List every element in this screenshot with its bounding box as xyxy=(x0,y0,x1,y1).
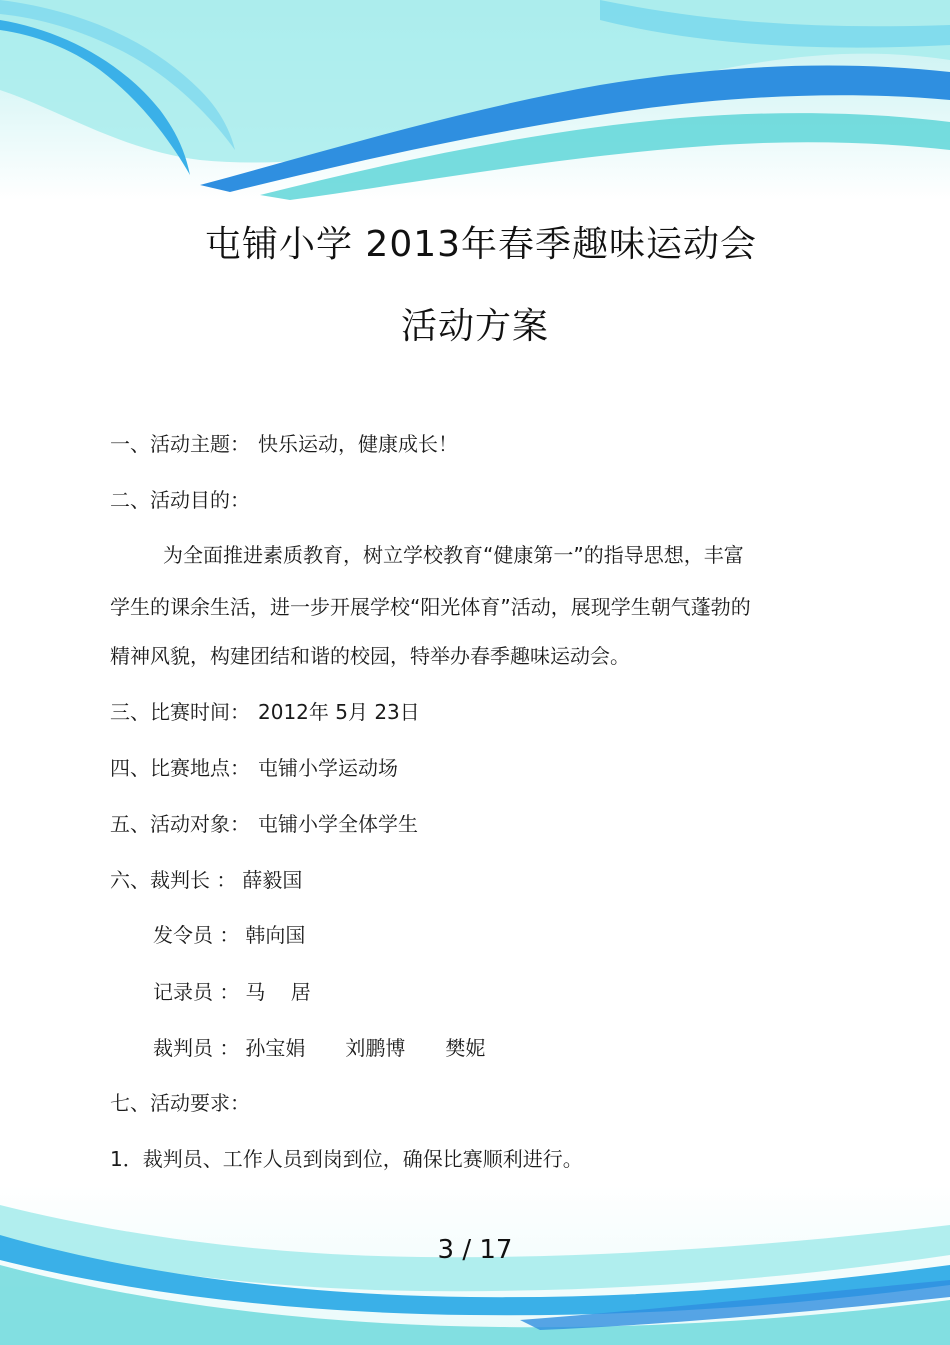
footer-wave-decoration xyxy=(0,1185,950,1345)
theme-value: 快乐运动，健康成长！ xyxy=(258,432,458,456)
requirements-label: 七、活动要求： xyxy=(110,1091,250,1115)
referees-label: 裁判员 ： xyxy=(153,1036,240,1060)
place-value: 屯铺小学运动场 xyxy=(258,756,398,780)
purpose-paragraph-line-2: 学生的课余生活，进一步开展学校“阳光体育”活动，展现学生朝气蓬勃的 xyxy=(110,595,751,619)
chief-referee-value: 薛毅国 xyxy=(242,868,303,892)
referee-name: 樊妮 xyxy=(445,1036,486,1060)
chief-referee-line xyxy=(110,864,302,893)
theme-label: 一、活动主题： xyxy=(110,432,250,456)
referee-name: 刘鹏博 xyxy=(345,1036,406,1060)
page-number: 3 / 17 xyxy=(437,1235,513,1265)
recorder-label: 记录员 ： xyxy=(153,980,240,1004)
purpose-paragraph-line-3: 精神风貌，构建团结和谐的校园，特举办春季趣味运动会。 xyxy=(110,644,630,668)
document-subtitle: 活动方案 xyxy=(400,306,549,347)
target-value: 屯铺小学全体学生 xyxy=(258,812,418,836)
requirement-item-1: 1．裁判员、工作人员到岗到位，确保比赛顺利进行。 xyxy=(110,1147,583,1171)
purpose-paragraph-line-1: 为全面推进素质教育，树立学校教育“健康第一”的指导思想，丰富 xyxy=(163,543,744,567)
starter-value: 韩向国 xyxy=(245,923,306,947)
referees-line xyxy=(153,1032,485,1061)
document-title: 屯铺小学 2013年春季趣味运动会 xyxy=(204,224,758,265)
recorder-line xyxy=(153,976,311,1005)
place-label: 四、比赛地点： xyxy=(110,756,250,780)
time-value: 2012年 5月 23日 xyxy=(258,700,420,724)
time-label: 三、比赛时间： xyxy=(110,700,250,724)
target-label: 五、活动对象： xyxy=(110,812,250,836)
starter-line xyxy=(153,919,305,948)
starter-label: 发令员 ： xyxy=(153,923,240,947)
referee-name: 孙宝娟 xyxy=(245,1036,306,1060)
purpose-label: 二、活动目的： xyxy=(110,488,250,512)
recorder-value: 马 居 xyxy=(245,980,311,1004)
header-wave-decoration xyxy=(0,0,950,200)
time-line xyxy=(110,696,420,725)
theme-line xyxy=(110,428,458,457)
chief-referee-label: 六、裁判长 ： xyxy=(110,868,237,892)
target-line xyxy=(110,808,418,837)
place-line xyxy=(110,752,398,781)
